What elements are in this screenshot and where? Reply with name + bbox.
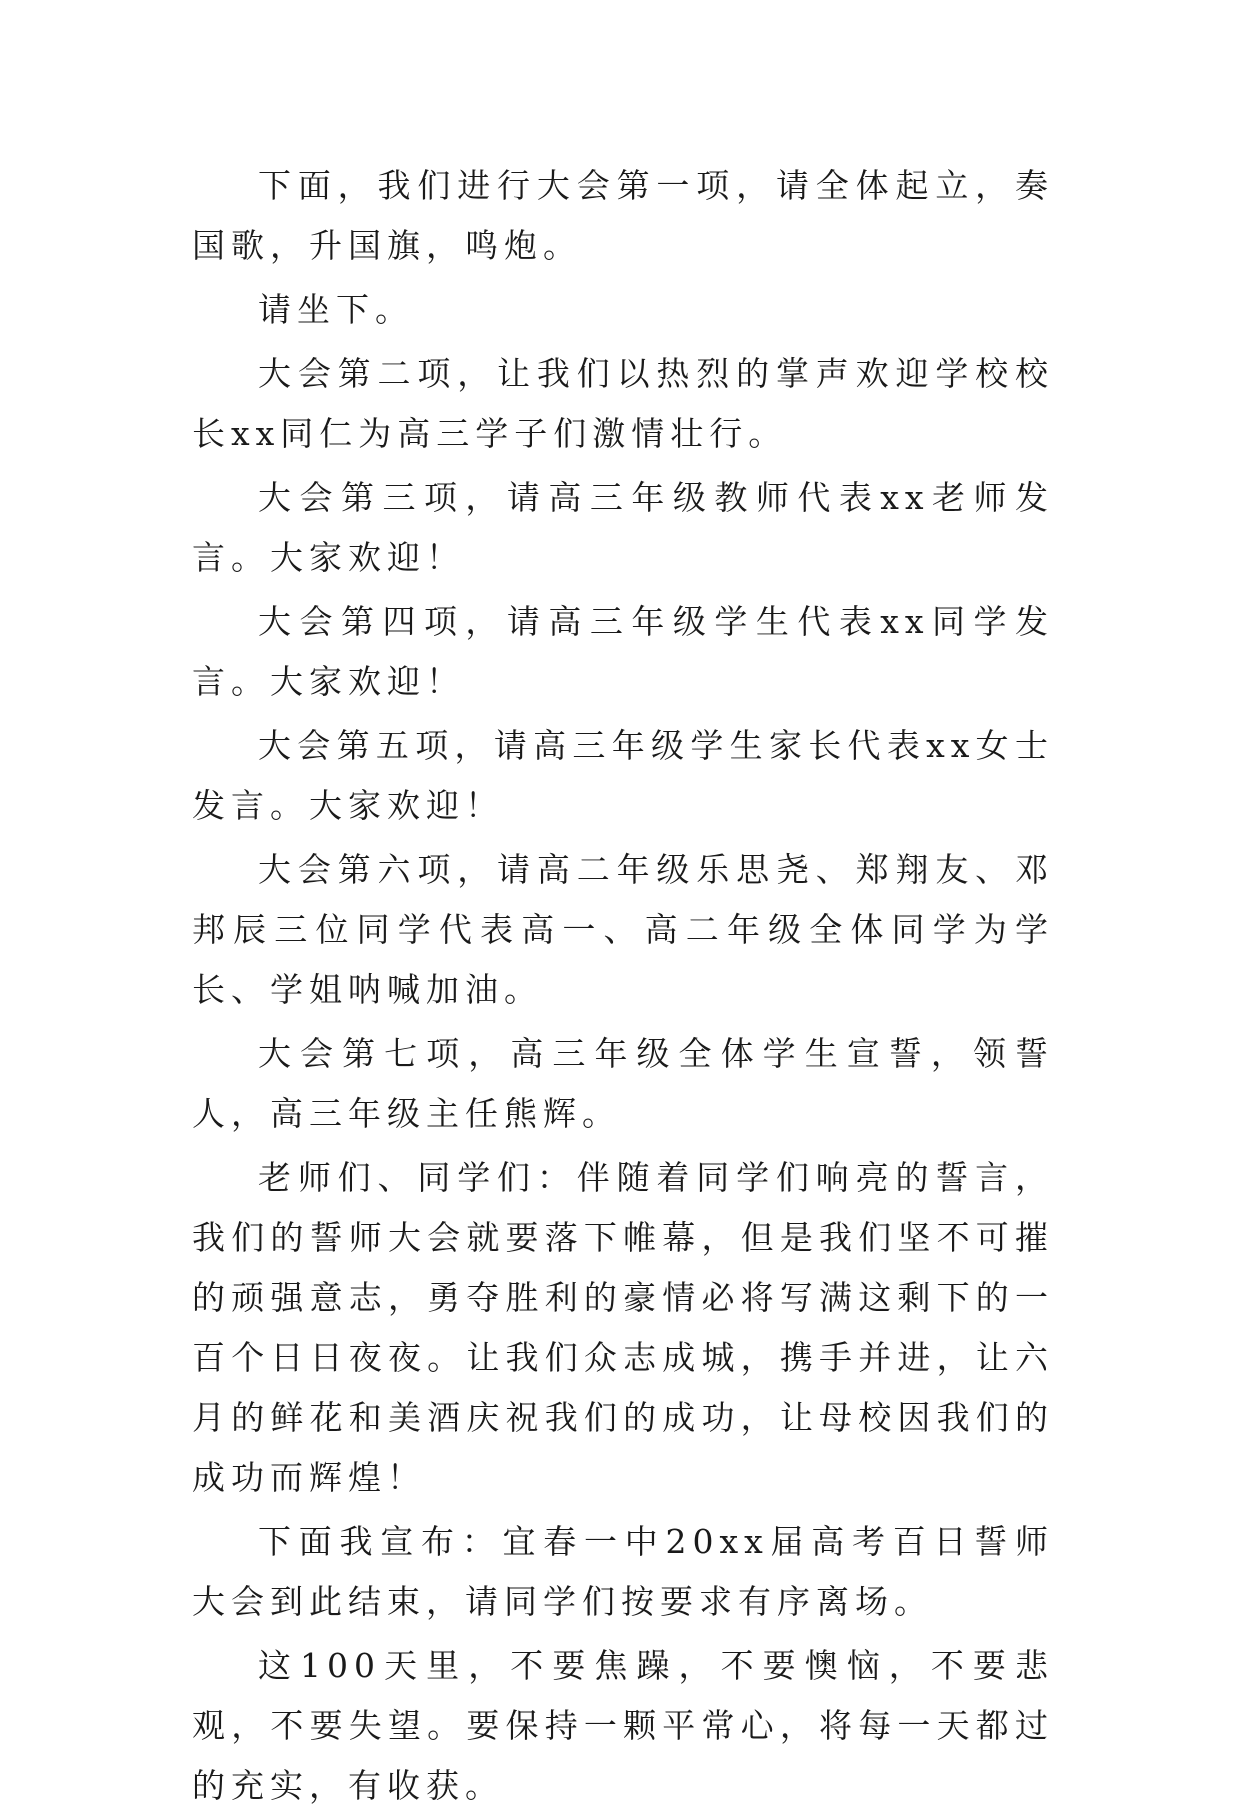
- paragraph-sit-down: 请坐下。: [258, 290, 414, 329]
- paragraph-closing-speech: 老师们、同学们：伴随着同学们响亮的誓言，我们的誓师大会就要落下帷幕，但是我们坚不可摧的顽强意志，勇夺胜利的豪情必将写满这剩下的一百个日日夜夜。让我们众志成城，携手并进，让六月的鲜花和美酒庆祝我们的成功，让母校因我们的成功而辉煌！: [192, 1158, 1054, 1497]
- paragraph-item-six: 大会第六项，请高二年级乐思尧、郑翔友、邓邦辰三位同学代表高一、高二年级全体同学为学长、学姐呐喊加油。: [192, 850, 1054, 1009]
- paragraph-item-two: 大会第二项，让我们以热烈的掌声欢迎学校校长xx同仁为高三学子们激情壮行。: [192, 354, 1054, 453]
- paragraph-item-four: 大会第四项，请高三年级学生代表xx同学发言。大家欢迎！: [192, 602, 1054, 701]
- paragraph-advice: 这100天里，不要焦躁，不要懊恼，不要悲观，不要失望。要保持一颗平常心，将每一天都过的充实，有收获。: [192, 1646, 1054, 1805]
- paragraph-item-five: 大会第五项，请高三年级学生家长代表xx女士发言。大家欢迎！: [192, 726, 1054, 825]
- paragraph-item-three: 大会第三项，请高三年级教师代表xx老师发言。大家欢迎！: [192, 478, 1054, 577]
- paragraph-item-seven: 大会第七项，高三年级全体学生宣誓，领誓人，高三年级主任熊辉。: [192, 1034, 1054, 1133]
- document-body: [192, 156, 1054, 1820]
- paragraph-anthem: 下面，我们进行大会第一项，请全体起立，奏国歌，升国旗，鸣炮。: [192, 166, 1054, 265]
- paragraph-announcement: 下面我宣布：宜春一中20xx届高考百日誓师大会到此结束，请同学们按要求有序离场。: [192, 1522, 1054, 1621]
